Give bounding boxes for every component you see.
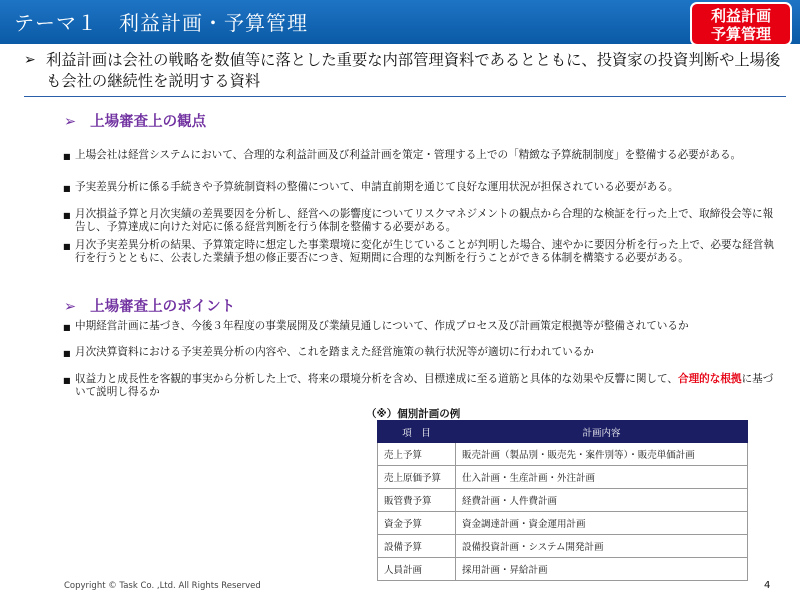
table-row — [378, 535, 748, 558]
table-cell-item: 設備予算 — [378, 535, 456, 558]
page-number: 4 — [764, 580, 771, 591]
table-row — [378, 512, 748, 535]
bullet-text — [75, 373, 775, 399]
arrow-bullet-icon: ➢ — [24, 52, 36, 68]
table-cell-content: 採用計画・昇給計画 — [456, 558, 748, 581]
square-bullet-icon: ■ — [63, 323, 71, 332]
table-caption: （※）個別計画の例 — [366, 408, 461, 420]
table-row — [378, 489, 748, 512]
section-heading-review-perspective — [64, 110, 206, 131]
arrow-bullet-icon: ➢ — [64, 299, 77, 315]
table-header-row — [378, 421, 748, 443]
arrow-bullet-icon: ➢ — [64, 114, 77, 130]
plan-table — [377, 420, 748, 581]
section-heading-text: 上場審査上の観点 — [90, 114, 207, 130]
table-cell-item: 人員計画 — [378, 558, 456, 581]
square-bullet-icon: ■ — [63, 152, 71, 161]
bullet-text: 上場会社は経営システムにおいて、合理的な利益計画及び利益計画を策定・管理する上での「精緻な予算統制制度」を整備する必要がある。 — [75, 149, 742, 161]
square-bullet-icon: ■ — [63, 376, 71, 385]
intro-text: 利益計画は会社の戦略を数値等に落とした重要な内部管理資料であるとともに、投資家の投資判断や上場後も会社の継続性を説明する資料 — [46, 51, 781, 90]
bullet-item — [63, 320, 775, 333]
table-row — [378, 466, 748, 489]
table-cell-content: 設備投資計画・システム開発計画 — [456, 535, 748, 558]
column-header-content: 計画内容 — [456, 421, 748, 443]
section-heading-text: 上場審査上のポイント — [90, 299, 236, 315]
table-cell-content: 販売計画（製品別・販売先・案件別等）・販売単価計画 — [456, 443, 748, 466]
table-row — [378, 558, 748, 581]
table-cell-item: 売上予算 — [378, 443, 456, 466]
column-header-item: 項 目 — [378, 421, 456, 443]
table-cell-item: 資金予算 — [378, 512, 456, 535]
copyright-notice: Copyright © Task Co. ,Ltd. All Rights Reserved — [64, 581, 261, 591]
badge-line-1: 利益計画 — [710, 7, 771, 25]
intro-statement — [24, 50, 784, 92]
bullet-text: 月次予実差異分析の結果、予算策定時に想定した事業環境に変化が生じていることが判明した場合、速やかに要因分析を行った上で、必要な経営執行を行うとともに、公表した業績予想の修正要否につき、短期間に合理的な判断を行うことができる体制を構築する必要がある。 — [75, 239, 774, 264]
table-cell-content: 資金調達計画・資金運用計画 — [456, 512, 748, 535]
highlighted-phrase: 合理的な根拠 — [678, 373, 742, 385]
bullet-item — [63, 149, 775, 162]
bullet-text: 月次損益予算と月次実績の差異要因を分析し、経営への影響度についてリスクマネジメントの観点から合理的な検証を行った上で、取締役会等に報告し、予算達成に向けた対応に係る経営判断を行う体制を整備する必要がある。 — [75, 208, 774, 233]
square-bullet-icon: ■ — [63, 349, 71, 358]
square-bullet-icon: ■ — [63, 184, 71, 193]
bullet-item — [63, 208, 775, 234]
square-bullet-icon: ■ — [63, 211, 71, 220]
table-row — [378, 443, 748, 466]
table-cell-content: 経費計画・人件費計画 — [456, 489, 748, 512]
slide-header — [0, 0, 800, 44]
bullet-item — [63, 181, 775, 194]
topic-badge — [690, 2, 792, 46]
badge-line-2: 予算管理 — [710, 25, 771, 43]
table-cell-item: 売上原価予算 — [378, 466, 456, 489]
bullet-text: 月次決算資料における予実差異分析の内容や、これを踏まえた経営施策の執行状況等が適切に行われているか — [75, 346, 594, 358]
section-heading-review-points — [64, 295, 235, 316]
square-bullet-icon: ■ — [63, 242, 71, 251]
bullet-text: 予実差異分析に係る手続きや予算統制資料の整備について、申請直前期を通じて良好な運用状況が担保されている必要がある。 — [75, 181, 679, 193]
table-cell-content: 仕入計画・生産計画・外注計画 — [456, 466, 748, 489]
bullet-text: 中期経営計画に基づき、今後３年程度の事業展開及び業績見通しについて、作成プロセス及び計画策定根拠等が整備されているか — [75, 320, 689, 332]
bullet-text-part: に基づいて説明し得るか — [75, 373, 774, 398]
table-cell-item: 販管費予算 — [378, 489, 456, 512]
bullet-item — [63, 373, 775, 399]
bullet-item — [63, 346, 775, 359]
bullet-text-part: 収益力と成長性を客観的事実から分析した上で、将来の環境分析を含め、目標達成に至る道筋と具体的な効果や反響に関して、 — [75, 373, 678, 385]
bullet-item — [63, 239, 775, 265]
slide-title: テーマ１ 利益計画・予算管理 — [14, 11, 308, 35]
divider-line — [24, 96, 786, 97]
